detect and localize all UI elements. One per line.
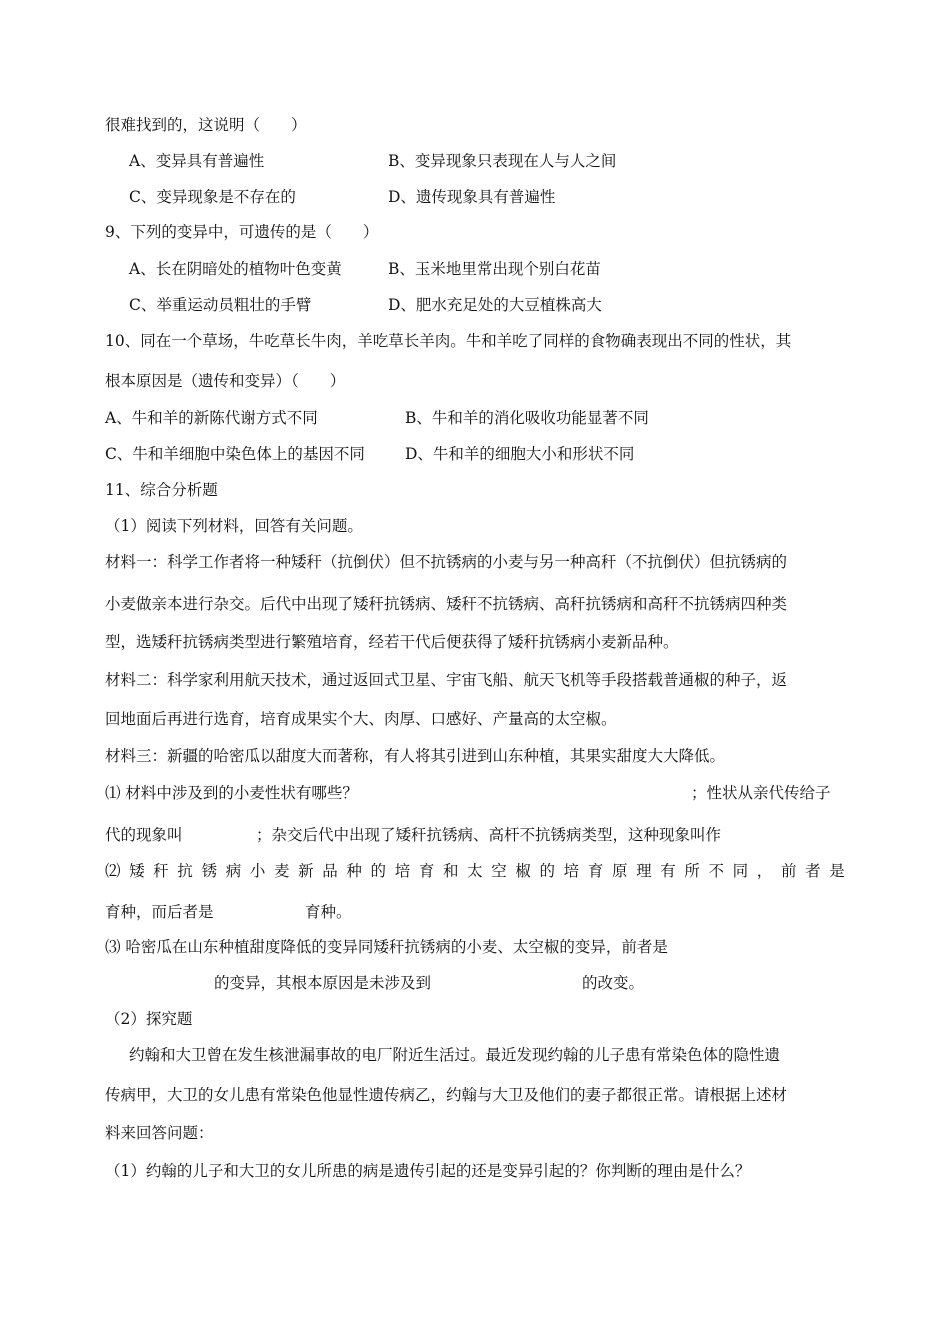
sub3-change: 的改变。 [582,974,645,992]
sub2-breeding-former: 育种，而后者是 [105,903,214,921]
sub2-char: ， [756,862,773,880]
q10-option-a: A、牛和羊的新陈代谢方式不同 [105,409,318,427]
sub2-char: 小 [249,862,266,880]
q8-option-d: D、遗传现象具有普遍性 [388,188,556,206]
sub2-char: 培 [563,862,580,880]
sub2-char: 空 [491,862,507,880]
material3-line: 材料三：新疆的哈密瓜以甜度大而著称，有人将其引进到山东种植，其果实甜度大大降低。 [105,747,726,765]
q10-stem-line2: 根本原因是（遗传和变异）（ ） [105,372,346,390]
sub2-justified-line [105,861,845,881]
sub1-variation-prompt: ；杂交后代中出现了矮秆抗锈病、高杆不抗锈病类型，这种现象叫作 [256,826,722,844]
q8-stem-tail: 很难找到的，这说明（ ） [105,116,307,134]
sub2-char: 矮 [129,862,145,880]
sub2-char: 理 [636,862,652,880]
q10-option-b: B、牛和羊的消化吸收功能显著不同 [405,409,649,427]
material1-line1: 材料一：科学工作者将一种矮秆（抗倒伏）但不抗锈病的小麦与另一种高秆（不抗倒伏）但抗锈病的 [105,553,788,571]
q11-part1-title: （1）阅读下列材料，回答有关问题。 [105,517,363,535]
sub2-char: 育 [418,862,435,880]
sub2-char: 前 [780,862,797,880]
sub2-char: 病 [225,862,242,880]
q9-option-c: C、举重运动员粗壮的手臂 [129,296,312,314]
sub1-heredity-prompt: ；性状从亲代传给子 [691,784,831,802]
sub2-char: 原 [611,862,628,880]
sub2-char: 是 [829,862,845,880]
sub2-char: 椒 [515,862,531,880]
sub2-char: 新 [298,862,314,880]
sub2-char: 和 [442,862,459,880]
inquiry-question-1: （1）约翰的儿子和大卫的女儿所患的病是遗传引起的还是变异引起的？你判断的理由是什么？ [105,1162,751,1180]
sub2-char: 者 [805,862,821,880]
sub2-char: 的 [370,862,387,880]
sub2-char: 同 [732,862,749,880]
material1-line3: 型，选矮秆抗锈病类型进行繁殖培育，经若干代后便获得了矮秆抗锈病小麦新品种。 [105,633,679,651]
q9-stem: 9、下列的变异中，可遗传的是（ ） [105,223,379,241]
sub2-char: 锈 [201,862,218,880]
q8-option-a: A、变异具有普遍性 [129,152,265,170]
sub2-char: 秆 [153,862,169,880]
material2-line1: 材料二：科学家利用航天技术，通过返回式卫星、宇宙飞船、航天飞机等手段搭载普通椒的种子，返 [105,671,788,689]
inquiry-para-line2: 传病甲，大卫的女儿患有常染色他显性遗传病乙，约翰与大卫及他们的妻子都很正常。请根据上述材 [105,1086,788,1104]
sub2-char: 麦 [273,862,290,880]
q9-option-b: B、玉米地里常出现个别白花苗 [388,260,601,278]
q11-title: 11、综合分析题 [105,481,218,499]
q9-option-a: A、长在阴暗处的植物叶色变黄 [129,260,342,278]
sub1-heredity-label: 代的现象叫 [105,826,183,844]
q8-option-b: B、变异现象只表现在人与人之间 [388,152,617,170]
inquiry-para-line3: 料来回答问题： [105,1124,214,1142]
material1-line2: 小麦做亲本进行杂交。后代中出现了矮秆抗锈病、矮秆不抗锈病、高秆抗锈病和高秆不抗锈病四种类 [105,595,788,613]
sub2-char: 抗 [177,862,193,880]
sub2-char: 品 [322,862,338,880]
q10-option-c: C、牛和羊细胞中染色体上的基因不同 [105,445,365,463]
q9-option-d: D、肥水充足处的大豆植株高大 [388,296,602,314]
sub2-char: 培 [394,862,411,880]
sub2-char: 种 [346,862,362,880]
material2-line2: 回地面后再进行选育，培育成果实个大、肉厚、口感好、产量高的太空椒。 [105,710,617,728]
sub2-char: 育 [587,862,604,880]
sub1-question: ⑴ 材料中涉及到的小麦性状有哪些？ [105,784,358,802]
q10-option-d: D、牛和羊的细胞大小和形状不同 [405,445,635,463]
sub2-char: 不 [708,862,725,880]
sub2-char: ⑵ [105,862,121,880]
sub3-variation-cause: 的变异，其根本原因是未涉及到 [214,974,432,992]
q11-part2-title: （2）探究题 [105,1010,193,1028]
q8-option-c: C、变异现象是不存在的 [129,188,296,206]
sub2-char: 有 [660,862,676,880]
q10-stem-line1: 10、同在一个草场，牛吃草长牛肉，羊吃草长羊肉。牛和羊吃了同样的食物确表现出不同的性状，其 [105,332,792,350]
inquiry-para-line1: 约翰和大卫曾在发生核泄漏事故的电厂附近生活过。最近发现约翰的儿子患有常染色体的隐性遗 [129,1046,781,1064]
sub2-char: 所 [684,862,700,880]
sub3-question: ⑶ 哈密瓜在山东种植甜度降低的变异同矮秆抗锈病的小麦、太空椒的变异，前者是 [105,938,668,956]
sub2-char: 太 [467,862,483,880]
sub2-char: 的 [539,862,556,880]
sub2-breeding-latter: 育种。 [305,903,352,921]
